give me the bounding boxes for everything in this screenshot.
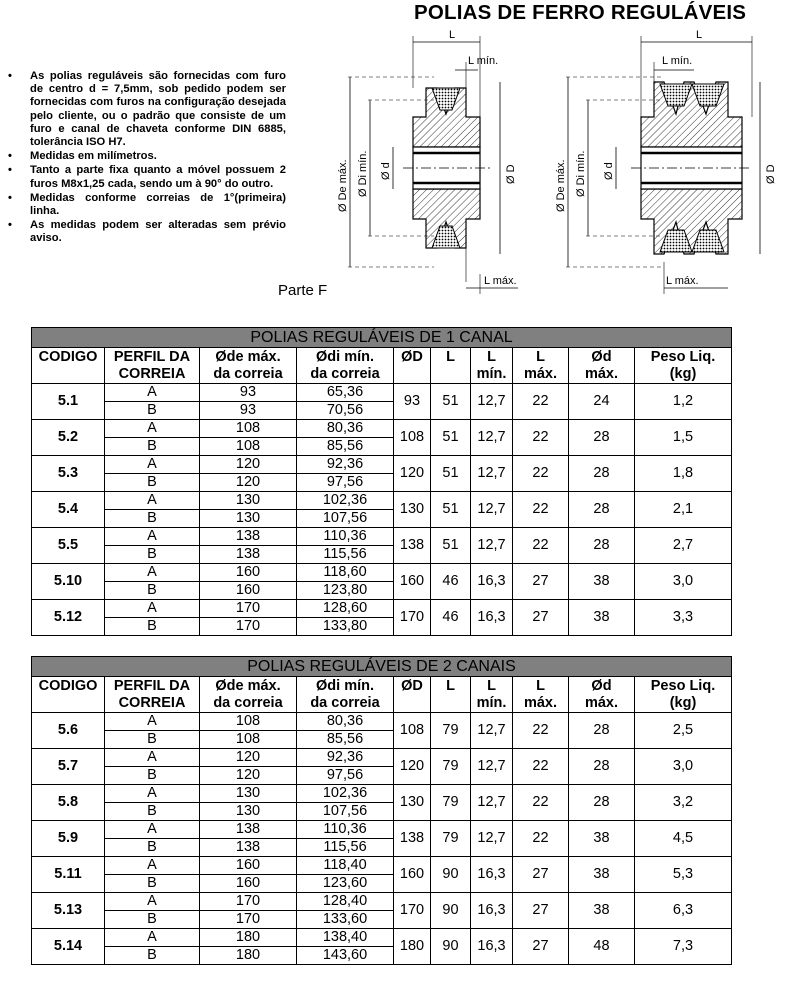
dim-Lmax: L máx. (666, 275, 699, 287)
length-max-cell: 22 (513, 492, 569, 528)
dim-Lmin: L mín. (662, 55, 693, 67)
profile-cell: A (105, 749, 200, 767)
code-cell: 5.8 (32, 785, 105, 821)
length-min-cell: 16,3 (471, 600, 513, 636)
di-min-cell: 110,36 (297, 528, 394, 546)
length-cell: 51 (431, 492, 471, 528)
column-header (471, 677, 513, 713)
column-header-line: L (536, 349, 545, 365)
bore-max-cell: 28 (569, 492, 635, 528)
weight-cell: 1,8 (635, 456, 732, 492)
di-min-cell: 133,80 (297, 618, 394, 636)
de-max-cell: 120 (200, 749, 297, 767)
di-min-cell: 92,36 (297, 749, 394, 767)
column-header-line: ØD (401, 349, 423, 365)
bore-max-cell: 28 (569, 749, 635, 785)
table-header-row (32, 677, 732, 713)
length-max-cell: 22 (513, 528, 569, 564)
column-header (105, 677, 200, 713)
de-max-cell: 180 (200, 929, 297, 947)
dim-d: Ø d (380, 162, 392, 180)
de-max-cell: 138 (200, 528, 297, 546)
profile-cell: B (105, 474, 200, 492)
double-groove-pulley (555, 29, 777, 294)
length-min-cell: 12,7 (471, 456, 513, 492)
di-min-cell: 65,36 (297, 384, 394, 402)
table-row (32, 785, 732, 803)
de-max-cell: 160 (200, 564, 297, 582)
de-max-cell: 130 (200, 803, 297, 821)
diameter-cell: 138 (394, 528, 431, 564)
diameter-cell: 180 (394, 929, 431, 965)
column-header-line: L (487, 678, 496, 694)
de-max-cell: 120 (200, 767, 297, 785)
table-row (32, 456, 732, 474)
profile-cell: A (105, 929, 200, 947)
table-row (32, 821, 732, 839)
code-cell: 5.11 (32, 857, 105, 893)
table-row (32, 713, 732, 731)
column-header-line: máx. (523, 365, 558, 382)
de-max-cell: 93 (200, 402, 297, 420)
column-header (569, 348, 635, 384)
profile-cell: B (105, 438, 200, 456)
note-item (8, 219, 286, 245)
code-cell: 5.3 (32, 456, 105, 492)
code-cell: 5.14 (32, 929, 105, 965)
de-max-cell: 120 (200, 456, 297, 474)
length-max-cell: 22 (513, 785, 569, 821)
column-header (635, 348, 732, 384)
column-header-line: CODIGO (38, 349, 98, 365)
profile-cell: A (105, 420, 200, 438)
bullet: • (8, 164, 12, 177)
column-header-line: mín. (476, 365, 507, 382)
di-min-cell: 115,56 (297, 839, 394, 857)
profile-cell: A (105, 456, 200, 474)
note-text: Tanto a parte fixa quanto a móvel possuem 2 furos M8x1,25 cada, sendo um à 90° do outro. (30, 164, 286, 190)
table-row (32, 420, 732, 438)
column-header-line: PERFIL DA (113, 349, 191, 365)
column-header-line: Ød (591, 349, 612, 365)
length-cell: 79 (431, 785, 471, 821)
profile-cell: A (105, 492, 200, 510)
length-min-cell: 16,3 (471, 564, 513, 600)
profile-cell: A (105, 857, 200, 875)
column-header-line: CORREIA (118, 694, 186, 711)
column-header-line: Ød (591, 678, 612, 694)
bore-max-cell: 28 (569, 785, 635, 821)
note-item (8, 164, 286, 190)
diameter-cell: 130 (394, 785, 431, 821)
bore-max-cell: 28 (569, 456, 635, 492)
bore-max-cell: 38 (569, 821, 635, 857)
diameter-cell: 160 (394, 564, 431, 600)
di-min-cell: 133,60 (297, 911, 394, 929)
note-item (8, 192, 286, 218)
column-header-line: da correia (213, 365, 283, 382)
profile-cell: B (105, 402, 200, 420)
column-header-line: (kg) (669, 694, 697, 711)
bore-max-cell: 28 (569, 420, 635, 456)
weight-cell: 3,2 (635, 785, 732, 821)
weight-cell: 6,3 (635, 893, 732, 929)
di-min-cell: 97,56 (297, 767, 394, 785)
column-header (635, 677, 732, 713)
di-min-cell: 118,40 (297, 857, 394, 875)
column-header-line: CODIGO (38, 678, 98, 694)
diameter-cell: 108 (394, 420, 431, 456)
part-label: Parte F (278, 282, 328, 299)
code-cell: 5.10 (32, 564, 105, 600)
column-header-line: L (487, 349, 496, 365)
table-row (32, 929, 732, 947)
de-max-cell: 138 (200, 839, 297, 857)
profile-cell: A (105, 564, 200, 582)
diameter-cell: 108 (394, 713, 431, 749)
profile-cell: A (105, 821, 200, 839)
diameter-cell: 120 (394, 456, 431, 492)
profile-cell: B (105, 911, 200, 929)
length-min-cell: 12,7 (471, 713, 513, 749)
double-channel-table (31, 656, 732, 965)
profile-cell: B (105, 510, 200, 528)
profile-cell: B (105, 618, 200, 636)
length-min-cell: 12,7 (471, 420, 513, 456)
profile-cell: B (105, 546, 200, 564)
profile-cell: B (105, 839, 200, 857)
dim-Di: Ø Di mín. (575, 150, 587, 197)
di-min-cell: 123,80 (297, 582, 394, 600)
di-min-cell: 118,60 (297, 564, 394, 582)
de-max-cell: 170 (200, 911, 297, 929)
table-row (32, 528, 732, 546)
bore-max-cell: 28 (569, 713, 635, 749)
note-item (8, 70, 286, 149)
column-header-line: Peso Liq. (650, 678, 716, 694)
column-header (200, 348, 297, 384)
de-max-cell: 108 (200, 438, 297, 456)
code-cell: 5.1 (32, 384, 105, 420)
length-max-cell: 27 (513, 857, 569, 893)
di-min-cell: 92,36 (297, 456, 394, 474)
page-title: POLIAS DE FERRO REGULÁVEIS (414, 1, 747, 24)
length-cell: 90 (431, 893, 471, 929)
length-max-cell: 22 (513, 420, 569, 456)
bore-max-cell: 38 (569, 600, 635, 636)
de-max-cell: 120 (200, 474, 297, 492)
diameter-cell: 170 (394, 893, 431, 929)
single-groove-pulley (337, 29, 518, 294)
column-header (471, 348, 513, 384)
code-cell: 5.4 (32, 492, 105, 528)
profile-cell: A (105, 600, 200, 618)
dim-De: Ø De máx. (337, 159, 349, 212)
table-caption: POLIAS REGULÁVEIS DE 1 CANAL (32, 328, 732, 348)
length-max-cell: 27 (513, 929, 569, 965)
bullet: • (8, 70, 12, 82)
de-max-cell: 170 (200, 600, 297, 618)
de-max-cell: 170 (200, 618, 297, 636)
table-row (32, 384, 732, 402)
column-header (32, 677, 105, 713)
di-min-cell: 107,56 (297, 803, 394, 821)
column-header (431, 348, 471, 384)
column-header-line: Peso Liq. (650, 349, 716, 365)
code-cell: 5.6 (32, 713, 105, 749)
length-max-cell: 22 (513, 456, 569, 492)
length-min-cell: 16,3 (471, 857, 513, 893)
length-cell: 51 (431, 420, 471, 456)
column-header-line: L (446, 678, 455, 694)
table-row (32, 857, 732, 875)
code-cell: 5.13 (32, 893, 105, 929)
length-min-cell: 12,7 (471, 384, 513, 420)
length-cell: 51 (431, 528, 471, 564)
profile-cell: A (105, 893, 200, 911)
de-max-cell: 93 (200, 384, 297, 402)
di-min-cell: 80,36 (297, 420, 394, 438)
column-header-line: Øde máx. (215, 349, 281, 365)
profile-cell: B (105, 947, 200, 965)
dim-Lmin: L mín. (468, 55, 499, 67)
note-text: As medidas podem ser alteradas sem prévio aviso. (30, 219, 286, 245)
note-item (8, 150, 286, 163)
code-cell: 5.7 (32, 749, 105, 785)
single-channel-table (31, 327, 732, 636)
profile-cell: A (105, 713, 200, 731)
column-header (569, 677, 635, 713)
table-row (32, 600, 732, 618)
de-max-cell: 130 (200, 785, 297, 803)
length-min-cell: 16,3 (471, 929, 513, 965)
di-min-cell: 85,56 (297, 438, 394, 456)
bore-max-cell: 24 (569, 384, 635, 420)
length-min-cell: 12,7 (471, 528, 513, 564)
note-text: Medidas em milímetros. (30, 150, 157, 163)
code-cell: 5.12 (32, 600, 105, 636)
di-min-cell: 128,60 (297, 600, 394, 618)
code-cell: 5.2 (32, 420, 105, 456)
di-min-cell: 128,40 (297, 893, 394, 911)
profile-cell: B (105, 803, 200, 821)
table-row (32, 492, 732, 510)
notes-list (8, 70, 286, 247)
weight-cell: 7,3 (635, 929, 732, 965)
length-max-cell: 22 (513, 384, 569, 420)
length-cell: 90 (431, 929, 471, 965)
table-row (32, 893, 732, 911)
column-header-line: mín. (476, 694, 507, 711)
weight-cell: 2,1 (635, 492, 732, 528)
di-min-cell: 102,36 (297, 785, 394, 803)
code-cell: 5.9 (32, 821, 105, 857)
diameter-cell: 93 (394, 384, 431, 420)
bore-max-cell: 48 (569, 929, 635, 965)
table-header-row (32, 348, 732, 384)
table-row (32, 564, 732, 582)
column-header-line: CORREIA (118, 365, 186, 382)
weight-cell: 2,5 (635, 713, 732, 749)
column-header-line: da correia (213, 694, 283, 711)
profile-cell: A (105, 528, 200, 546)
length-cell: 79 (431, 749, 471, 785)
dim-Lmax: L máx. (484, 275, 517, 287)
dim-D: Ø D (505, 164, 517, 184)
profile-cell: B (105, 875, 200, 893)
de-max-cell: 138 (200, 546, 297, 564)
length-cell: 79 (431, 821, 471, 857)
column-header (513, 348, 569, 384)
weight-cell: 3,3 (635, 600, 732, 636)
table-row (32, 749, 732, 767)
profile-cell: B (105, 767, 200, 785)
length-max-cell: 22 (513, 749, 569, 785)
di-min-cell: 80,36 (297, 713, 394, 731)
di-min-cell: 123,60 (297, 875, 394, 893)
column-header-line: máx. (584, 365, 619, 382)
note-text: As polias reguláveis são fornecidas com furo de centro d = 7,5mm, sob pedido podem ser fornecidas com furos na configuração desejada pelo cliente, ou o padrão que consiste de um furo e canal de chaveta conforme DIN 6885, tolerância ISO H7. (30, 70, 286, 149)
dim-L: L (449, 29, 456, 41)
length-cell: 51 (431, 384, 471, 420)
weight-cell: 4,5 (635, 821, 732, 857)
length-max-cell: 27 (513, 600, 569, 636)
de-max-cell: 108 (200, 420, 297, 438)
bullet: • (8, 191, 12, 204)
de-max-cell: 170 (200, 893, 297, 911)
bullet: • (8, 150, 12, 163)
table-caption: POLIAS REGULÁVEIS DE 2 CANAIS (32, 657, 732, 677)
column-header (431, 677, 471, 713)
profile-cell: A (105, 785, 200, 803)
column-header (105, 348, 200, 384)
dim-d: Ø d (603, 162, 615, 180)
length-min-cell: 12,7 (471, 492, 513, 528)
profile-cell: A (105, 384, 200, 402)
column-header (297, 677, 394, 713)
bore-max-cell: 38 (569, 564, 635, 600)
de-max-cell: 160 (200, 582, 297, 600)
length-max-cell: 27 (513, 893, 569, 929)
column-header (32, 348, 105, 384)
de-max-cell: 108 (200, 713, 297, 731)
column-header-line: PERFIL DA (113, 678, 191, 694)
column-header-line: máx. (584, 694, 619, 711)
pulley-drawings (318, 22, 788, 304)
weight-cell: 3,0 (635, 564, 732, 600)
weight-cell: 3,0 (635, 749, 732, 785)
length-max-cell: 22 (513, 821, 569, 857)
bullet: • (8, 219, 12, 232)
column-header (394, 348, 431, 384)
column-header-line: da correia (310, 694, 380, 711)
de-max-cell: 160 (200, 875, 297, 893)
de-max-cell: 108 (200, 731, 297, 749)
diameter-cell: 160 (394, 857, 431, 893)
di-min-cell: 85,56 (297, 731, 394, 749)
column-header-line: máx. (523, 694, 558, 711)
column-header (297, 348, 394, 384)
code-cell: 5.5 (32, 528, 105, 564)
column-header-line: Øde máx. (215, 678, 281, 694)
diameter-cell: 138 (394, 821, 431, 857)
di-min-cell: 107,56 (297, 510, 394, 528)
length-cell: 46 (431, 600, 471, 636)
de-max-cell: 138 (200, 821, 297, 839)
de-max-cell: 130 (200, 510, 297, 528)
di-min-cell: 102,36 (297, 492, 394, 510)
di-min-cell: 110,36 (297, 821, 394, 839)
column-header-line: L (536, 678, 545, 694)
bore-max-cell: 28 (569, 528, 635, 564)
note-text: Medidas conforme correias de 1°(primeira) linha. (30, 191, 286, 218)
di-min-cell: 143,60 (297, 947, 394, 965)
length-max-cell: 27 (513, 564, 569, 600)
dim-De: Ø De máx. (555, 159, 567, 212)
length-min-cell: 16,3 (471, 893, 513, 929)
column-header-line: ØD (401, 678, 423, 694)
length-min-cell: 12,7 (471, 749, 513, 785)
column-header-line: L (446, 349, 455, 365)
de-max-cell: 160 (200, 857, 297, 875)
length-cell: 90 (431, 857, 471, 893)
column-header-line: da correia (310, 365, 380, 382)
bore-max-cell: 38 (569, 857, 635, 893)
length-min-cell: 12,7 (471, 821, 513, 857)
dim-D: Ø D (765, 164, 777, 184)
length-cell: 79 (431, 713, 471, 749)
length-cell: 46 (431, 564, 471, 600)
di-min-cell: 115,56 (297, 546, 394, 564)
diameter-cell: 120 (394, 749, 431, 785)
weight-cell: 2,7 (635, 528, 732, 564)
length-cell: 51 (431, 456, 471, 492)
column-header (200, 677, 297, 713)
dim-Di: Ø Di mín. (357, 150, 369, 197)
profile-cell: B (105, 582, 200, 600)
di-min-cell: 138,40 (297, 929, 394, 947)
di-min-cell: 97,56 (297, 474, 394, 492)
de-max-cell: 180 (200, 947, 297, 965)
column-header (394, 677, 431, 713)
weight-cell: 1,2 (635, 384, 732, 420)
length-max-cell: 22 (513, 713, 569, 749)
profile-cell: B (105, 731, 200, 749)
diameter-cell: 170 (394, 600, 431, 636)
column-header-line: Ødi mín. (316, 678, 374, 694)
weight-cell: 1,5 (635, 420, 732, 456)
di-min-cell: 70,56 (297, 402, 394, 420)
dim-L: L (696, 29, 703, 41)
column-header-line: Ødi mín. (316, 349, 374, 365)
bore-max-cell: 38 (569, 893, 635, 929)
length-min-cell: 12,7 (471, 785, 513, 821)
de-max-cell: 130 (200, 492, 297, 510)
diameter-cell: 130 (394, 492, 431, 528)
column-header (513, 677, 569, 713)
column-header-line: (kg) (669, 365, 697, 382)
weight-cell: 5,3 (635, 857, 732, 893)
